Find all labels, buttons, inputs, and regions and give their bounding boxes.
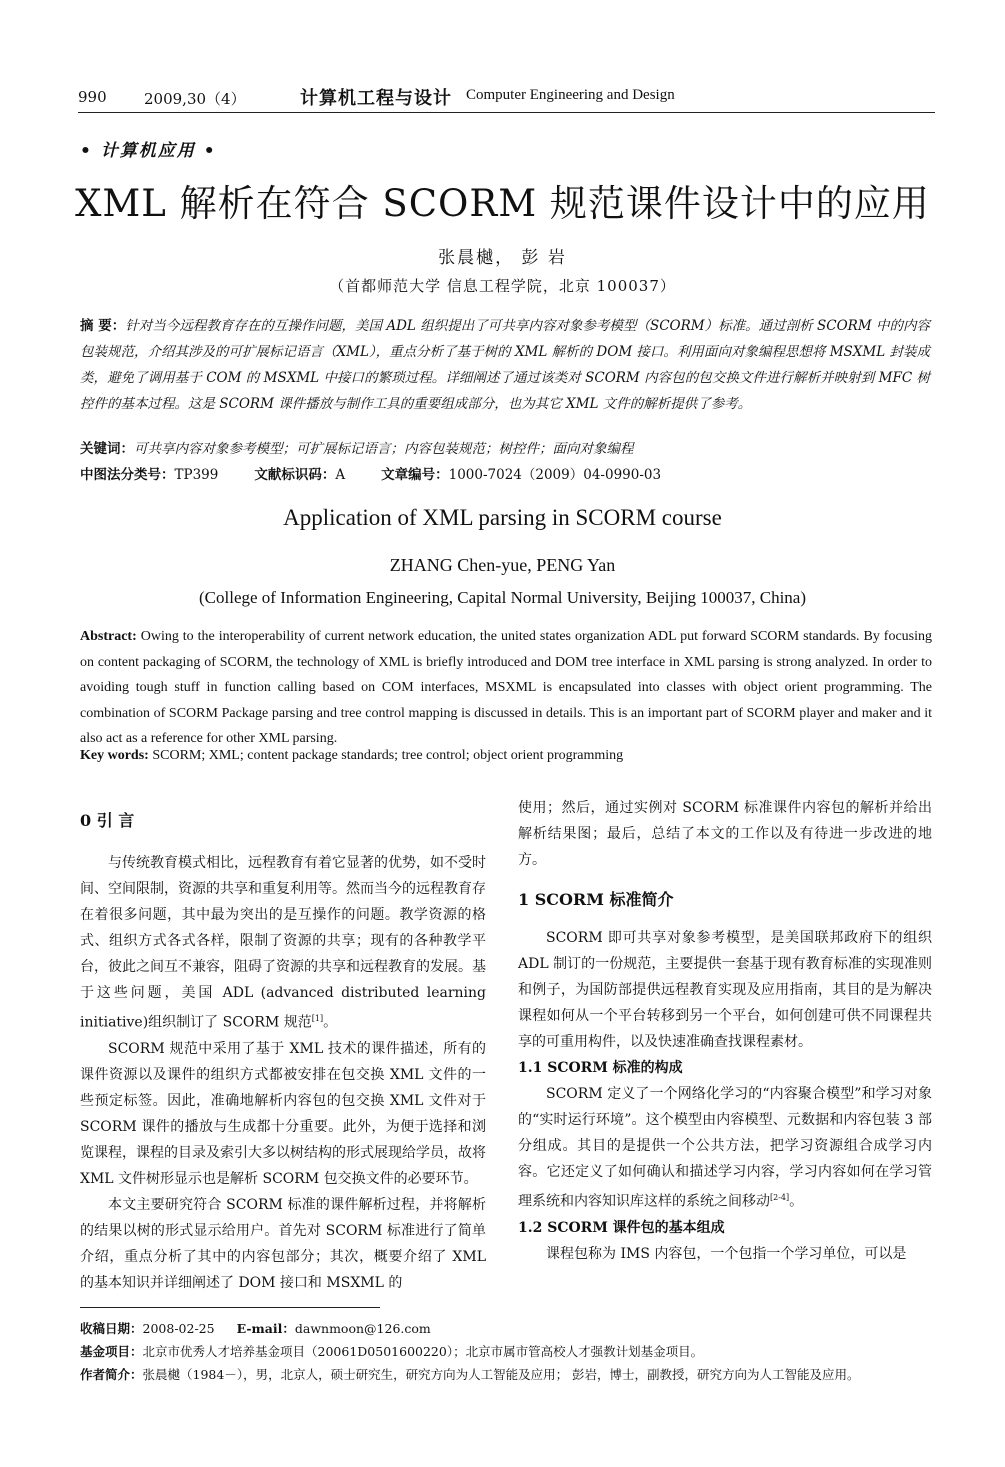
keywords-en-label: Key words:: [80, 748, 149, 763]
citation-2-4: [2-4]: [770, 1193, 790, 1202]
article-no-value: 1000-7024（2009）04-0990-03: [448, 467, 662, 483]
footnote-received: [80, 1319, 940, 1337]
author-bio-label: 作者简介：: [80, 1367, 143, 1382]
keywords-cn-text: 可共享内容对象参考模型；可扩展标记语言；内容包装规范；树控件；面向对象编程: [134, 441, 634, 457]
email-value: dawnmoon@126.com: [294, 1321, 431, 1336]
page-number: 990: [78, 88, 107, 106]
abstract-cn: [80, 313, 930, 417]
paragraph-package: 课程包称为 IMS 内容包，一个包指一个学习单位，可以是: [546, 1245, 907, 1262]
abstract-en: [80, 624, 932, 752]
affiliation-cn: （首都师范大学 信息工程学院，北京 100037）: [329, 277, 676, 295]
clc-label: 中图法分类号：: [80, 467, 175, 483]
footnote-divider: [80, 1307, 380, 1308]
left-column: [80, 808, 486, 1296]
keywords-cn-label: 关键词：: [80, 441, 134, 457]
received-label: 收稿日期：: [80, 1321, 143, 1336]
section-0-heading: 0 引 言: [80, 811, 135, 830]
paragraph-intro-3-cont: 使用；然后，通过实例对 SCORM 标准课件内容包的解析并给出解析结果图；最后，总结了本文的工作以及有待进一步改进的地方。: [518, 800, 932, 868]
keywords-cn: [80, 437, 930, 457]
classification-line: [80, 463, 930, 483]
paragraph-scorm-intro: SCORM 即可共享对象参考模型，是美国联邦政府下的组织 ADL 制订的一份规范，主要提供一套基于现有教育标准的实现准则和例子，为国防部提供远程教育实现及应用指南，其目的是为解决课程如何从一个平台转移到另一个平台，如何创建可供不同课程共享的可重用构件，以及快速准确查找课程素材。: [518, 930, 932, 1050]
footnote-author: [80, 1365, 940, 1383]
keywords-en-text: SCORM; XML; content package standards; tree control; object orient programming: [148, 748, 624, 763]
email-label: E-mail：: [236, 1321, 295, 1336]
author-bio-value: 张晨樾（1984－），男，北京人，硕士研究生，研究方向为人工智能及应用； 彭岩，博士，副教授，研究方向为人工智能及应用。: [142, 1367, 860, 1382]
abstract-cn-label: 摘 要：: [80, 318, 126, 334]
received-value: 2008-02-25: [142, 1321, 215, 1336]
section-tag: • 计算机应用 •: [80, 141, 217, 161]
affiliation-en: (College of Information Engineering, Capital Normal University, Beijing 100037, China): [199, 588, 806, 607]
paragraph-intro-2: SCORM 规范中采用了基于 XML 技术的课件描述，所有的课件资源以及课件的组织方式都被安排在包交换 XML 文件的一些预定标签。因此，准确地解析内容包的包交换 XML 文件对于 SCORM 课件的播放与生成都十分重要。此外，为便于选择和浏览课程，课程的目录及索引大多以树结构的形式展现给学员，故将 XML 文件树形显示也是解析 SCORM 包交换文件的必要环节。: [80, 1040, 486, 1187]
subsection-1-2-heading: 1.2 SCORM 课件包的基本组成: [518, 1219, 725, 1236]
clc-value: TP399: [174, 467, 219, 483]
running-header: [78, 84, 935, 113]
footnote-fund: [80, 1342, 940, 1360]
abstract-en-label: Abstract:: [80, 629, 137, 644]
paragraph-intro-3: 本文主要研究符合 SCORM 标准的课件解析过程，并将解析的结果以树的形式显示给用户。首先对 SCORM 标准进行了简单介绍，重点分析了其中的内容包部分；其次，概要介绍了 XML 的基本知识并详细阐述了 DOM 接口和 MSXML 的: [80, 1196, 486, 1291]
fund-value: 北京市优秀人才培养基金项目（20061D0501600220）；北京市属市管高校人才强教计划基金项目。: [142, 1344, 704, 1359]
journal-name-cn: 计算机工程与设计: [300, 88, 452, 109]
doc-code-label: 文献标识码：: [254, 467, 336, 483]
paper-title-cn: XML 解析在符合 SCORM 规范课件设计中的应用: [75, 182, 930, 225]
authors-cn: 张晨樾， 彭 岩: [438, 248, 567, 268]
doc-code-value: A: [335, 467, 346, 483]
authors-en: ZHANG Chen-yue, PENG Yan: [389, 555, 616, 575]
paragraph-intro-1: 与传统教育模式相比，远程教育有着它显著的优势，如不受时间、空间限制，资源的共享和重复利用等。然而当今的远程教育存在着很多问题，其中最为突出的是互操作的问题。教学资源的格式、组织方式各式各样，限制了资源的共享；现有的各种教学平台，彼此之间互不兼容，阻碍了资源的共享和远程教育的发展。基于这些问题，美国 ADL (advanced distributed learning initiative)组织制订了 SCORM 规范[1]。: [80, 855, 486, 1031]
paragraph-scorm-structure: SCORM 定义了一个网络化学习的“内容聚合模型”和学习对象的“实时运行环境”。这个模型由内容模型、元数据和内容包装 3 部分组成。其目的是提供一个公共方法，把学习资源组合成学习内容。它还定义了如何确认和描述学习内容，学习内容如何在学习管理系统和内容知识库这样的系统之间移动[2-4]。: [518, 1086, 932, 1210]
abstract-en-text: Owing to the interoperability of current network education, the united states organization ADL put forward SCORM standards. By focusing on content packaging of SCORM, the technology of XML is briefly introduced and DOM tree interface in XML parsing is strong analyzed. In order to avoiding tough stuff in function calling based on COM interfaces, MSXML is encapsulated into classes with object orient programming. The combination of SCORM Package parsing and tree control mapping is discussed in details. This is an important part of SCORM player and maker and it also act as a reference for other XML parsing.: [80, 629, 932, 746]
fund-label: 基金项目：: [80, 1344, 143, 1359]
right-column: [518, 795, 932, 1267]
issue-info: 2009,30（4）: [144, 90, 246, 108]
citation-1: [1]: [311, 1014, 324, 1023]
keywords-en: [80, 748, 932, 764]
abstract-cn-text: 针对当今远程教育存在的互操作问题，美国 ADL 组织提出了可共享内容对象参考模型（SCORM）标准。通过剖析 SCORM 中的内容包装规范，介绍其涉及的可扩展标记语言（XML），重点分析了基于树的 XML 解析的 DOM 接口。利用面向对象编程思想将 MSXML 封装成类，避免了调用基于 COM 的 MSXML 中接口的繁琐过程。详细阐述了通过该类对 SCORM 内容包的包交换文件进行解析并映射到 MFC 树控件的基本过程。这是 SCORM 课件播放与制作工具的重要组成部分，也为其它 XML 文件的解析提供了参考。: [80, 318, 931, 412]
section-1-heading: 1 SCORM 标准简介: [518, 890, 674, 909]
subsection-1-1-heading: 1.1 SCORM 标准的构成: [518, 1060, 683, 1076]
paper-title-en: Application of XML parsing in SCORM course: [283, 505, 722, 530]
article-no-label: 文章编号：: [381, 467, 449, 483]
journal-name-en: Computer Engineering and Design: [466, 87, 675, 103]
